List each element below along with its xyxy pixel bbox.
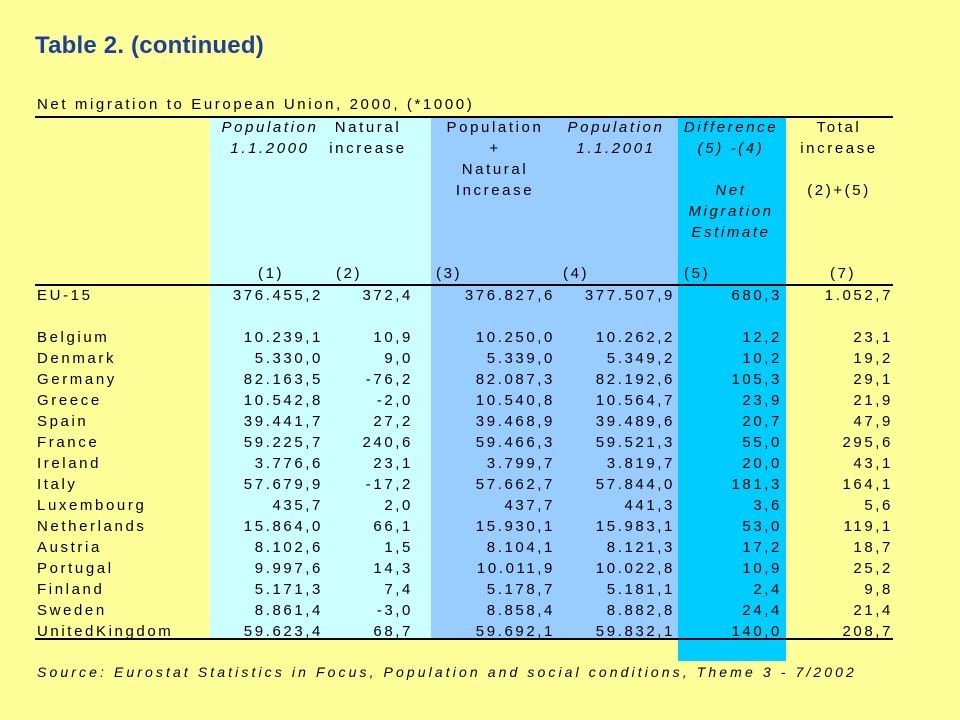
row-label: UnitedKingdom (37, 623, 174, 640)
row-label: Greece (37, 392, 102, 409)
cell-value: -17,2 (365, 476, 413, 493)
cell-value: 240,6 (362, 434, 413, 451)
column-header-line: + (489, 140, 501, 157)
cell-value: 57.662,7 (475, 476, 555, 493)
row-label: Netherlands (37, 518, 147, 535)
cell-value: -76,2 (365, 371, 413, 388)
cell-value: 19,2 (853, 350, 893, 367)
header-bottom-rule (35, 284, 893, 286)
column-header-line: Population (446, 119, 544, 136)
row-label: Ireland (37, 455, 102, 472)
row-label: Denmark (37, 350, 117, 367)
cell-value: 66,1 (373, 518, 413, 535)
column-header-line: (2)+(5) (807, 182, 871, 199)
column-header-3 (425, 117, 565, 201)
cell-value: 376.827,6 (464, 287, 555, 304)
cell-value: 59.623,4 (243, 623, 323, 640)
cell-value: 3,6 (753, 497, 782, 514)
row-label: Luxembourg (37, 497, 147, 514)
cell-value: 8.861,4 (254, 602, 323, 619)
cell-value: 2,4 (753, 581, 782, 598)
cell-value: 29,1 (853, 371, 893, 388)
cell-value: 21,4 (853, 602, 893, 619)
cell-value: 20,7 (742, 413, 782, 430)
cell-value: 10,2 (742, 350, 782, 367)
column-header-line: Net (715, 182, 747, 199)
cell-value: 8.882,8 (606, 602, 675, 619)
column-header-line: Migration (688, 203, 774, 220)
column-number-5: (5) (684, 265, 711, 282)
cell-value: 8.858,4 (486, 602, 555, 619)
cell-value: 2,0 (384, 497, 413, 514)
column-number-2: (2) (336, 265, 363, 282)
column-header-line: increase (800, 140, 878, 157)
column-header-line: (5) -(4) (697, 140, 765, 157)
row-label: EU-15 (37, 287, 93, 304)
column-header-line: Total (816, 119, 862, 136)
cell-value: 376.455,2 (232, 287, 323, 304)
cell-value: 23,1 (853, 329, 893, 346)
cell-value: 5.181,1 (606, 581, 675, 598)
cell-value: 5.330,0 (254, 350, 323, 367)
cell-value: 23,1 (373, 455, 413, 472)
row-label: Germany (37, 371, 117, 388)
cell-value: 59.521,3 (595, 434, 675, 451)
cell-value: 53,0 (742, 518, 782, 535)
cell-value: 3.819,7 (606, 455, 675, 472)
cell-value: 680,3 (731, 287, 782, 304)
row-label: Portugal (37, 560, 114, 577)
cell-value: 1,5 (384, 539, 413, 556)
table-title: Net migration to European Union, 2000, (*1000) (37, 96, 475, 113)
cell-value: -2,0 (376, 392, 413, 409)
column-header-6 (769, 117, 909, 201)
cell-value: 5,6 (864, 497, 893, 514)
cell-value: 47,9 (853, 413, 893, 430)
cell-value: 3.799,7 (486, 455, 555, 472)
cell-value: 21,9 (853, 392, 893, 409)
row-label: France (37, 434, 100, 451)
cell-value: 9,0 (384, 350, 413, 367)
cell-value: 43,1 (853, 455, 893, 472)
cell-value: 59.225,7 (243, 434, 323, 451)
cell-value: 57.844,0 (595, 476, 675, 493)
cell-value: 10.239,1 (243, 329, 323, 346)
cell-value: 18,7 (853, 539, 893, 556)
cell-value: 15.864,0 (243, 518, 323, 535)
cell-value: 10.250,0 (475, 329, 555, 346)
cell-value: 441,3 (624, 497, 675, 514)
cell-value: 105,3 (731, 371, 782, 388)
cell-value: 10.011,9 (476, 560, 555, 577)
cell-value: 3.776,6 (254, 455, 323, 472)
cell-value: 82.087,3 (475, 371, 555, 388)
column-header-line: 1.1.2000 (230, 140, 310, 157)
cell-value: 24,4 (742, 602, 782, 619)
cell-value: 8.104,1 (486, 539, 555, 556)
column-header-line: Population (221, 119, 319, 136)
cell-value: 5.178,7 (486, 581, 555, 598)
cell-value: 140,0 (731, 623, 782, 640)
column-header-line: Natural (334, 119, 402, 136)
cell-value: 295,6 (842, 434, 893, 451)
cell-value: 12,2 (742, 329, 782, 346)
cell-value: 10,9 (373, 329, 413, 346)
cell-value: 59.466,3 (475, 434, 555, 451)
cell-value: 10.022,8 (595, 560, 675, 577)
cell-value: 39.489,6 (595, 413, 675, 430)
cell-value: 435,7 (272, 497, 323, 514)
cell-value: 181,3 (731, 476, 782, 493)
cell-value: 10.540,8 (475, 392, 555, 409)
cell-value: 15.983,1 (595, 518, 675, 535)
column-number-1: (1) (258, 265, 285, 282)
cell-value: 5.349,2 (606, 350, 675, 367)
slide-title: Table 2. (continued) (35, 32, 264, 59)
cell-value: 10.564,7 (595, 392, 675, 409)
cell-value: 10.542,8 (243, 392, 323, 409)
column-header-line: Population (567, 119, 665, 136)
cell-value: 39.468,9 (475, 413, 555, 430)
column-header-line: Increase (455, 182, 535, 199)
row-label: Sweden (37, 602, 107, 619)
cell-value: 164,1 (842, 476, 893, 493)
cell-value: 8.102,6 (254, 539, 323, 556)
cell-value: 17,2 (742, 539, 782, 556)
cell-value: 59.692,1 (475, 623, 555, 640)
cell-value: 55,0 (742, 434, 782, 451)
cell-value: 82.163,5 (243, 371, 323, 388)
cell-value: 5.339,0 (486, 350, 555, 367)
cell-value: 8.121,3 (606, 539, 675, 556)
cell-value: 14,3 (373, 560, 413, 577)
cell-value: 82.192,6 (595, 371, 675, 388)
cell-value: 10,9 (742, 560, 782, 577)
cell-value: 27,2 (373, 413, 413, 430)
cell-value: 208,7 (842, 623, 893, 640)
column-number-4: (4) (563, 265, 590, 282)
cell-value: 57.679,9 (243, 476, 323, 493)
cell-value: 59.832,1 (595, 623, 675, 640)
column-header-line: Estimate (691, 224, 771, 241)
cell-value: 1.052,7 (824, 287, 893, 304)
row-label: Belgium (37, 329, 110, 346)
cell-value: -3,0 (376, 602, 413, 619)
column-header-line: Difference (683, 119, 779, 136)
column-header-line (769, 159, 909, 180)
cell-value: 437,7 (504, 497, 555, 514)
cell-value: 377.507,9 (584, 287, 675, 304)
cell-value: 20,0 (742, 455, 782, 472)
cell-value: 372,4 (362, 287, 413, 304)
cell-value: 9.997,6 (254, 560, 323, 577)
column-number-6: (7) (830, 265, 857, 282)
cell-value: 9,8 (864, 581, 893, 598)
row-label: Italy (37, 476, 78, 493)
row-label: Finland (37, 581, 105, 598)
cell-value: 68,7 (373, 623, 413, 640)
cell-value: 5.171,3 (254, 581, 323, 598)
cell-value: 7,4 (384, 581, 413, 598)
cell-value: 10.262,2 (595, 329, 675, 346)
column-number-3: (3) (436, 265, 463, 282)
column-header-2 (298, 117, 438, 159)
cell-value: 15.930,1 (475, 518, 555, 535)
column-header-line: 1.1.2001 (576, 140, 656, 157)
cell-value: 119,1 (843, 518, 893, 535)
cell-value: 23,9 (742, 392, 782, 409)
source-note: Source: Eurostat Statistics in Focus, Population and social conditions, Theme 3 - 7/2002 (37, 664, 857, 680)
row-label: Spain (37, 413, 89, 430)
column-header-line: Natural (461, 161, 529, 178)
column-header-line: increase (329, 140, 407, 157)
cell-value: 25,2 (853, 560, 893, 577)
row-label: Austria (37, 539, 102, 556)
cell-value: 39.441,7 (243, 413, 323, 430)
